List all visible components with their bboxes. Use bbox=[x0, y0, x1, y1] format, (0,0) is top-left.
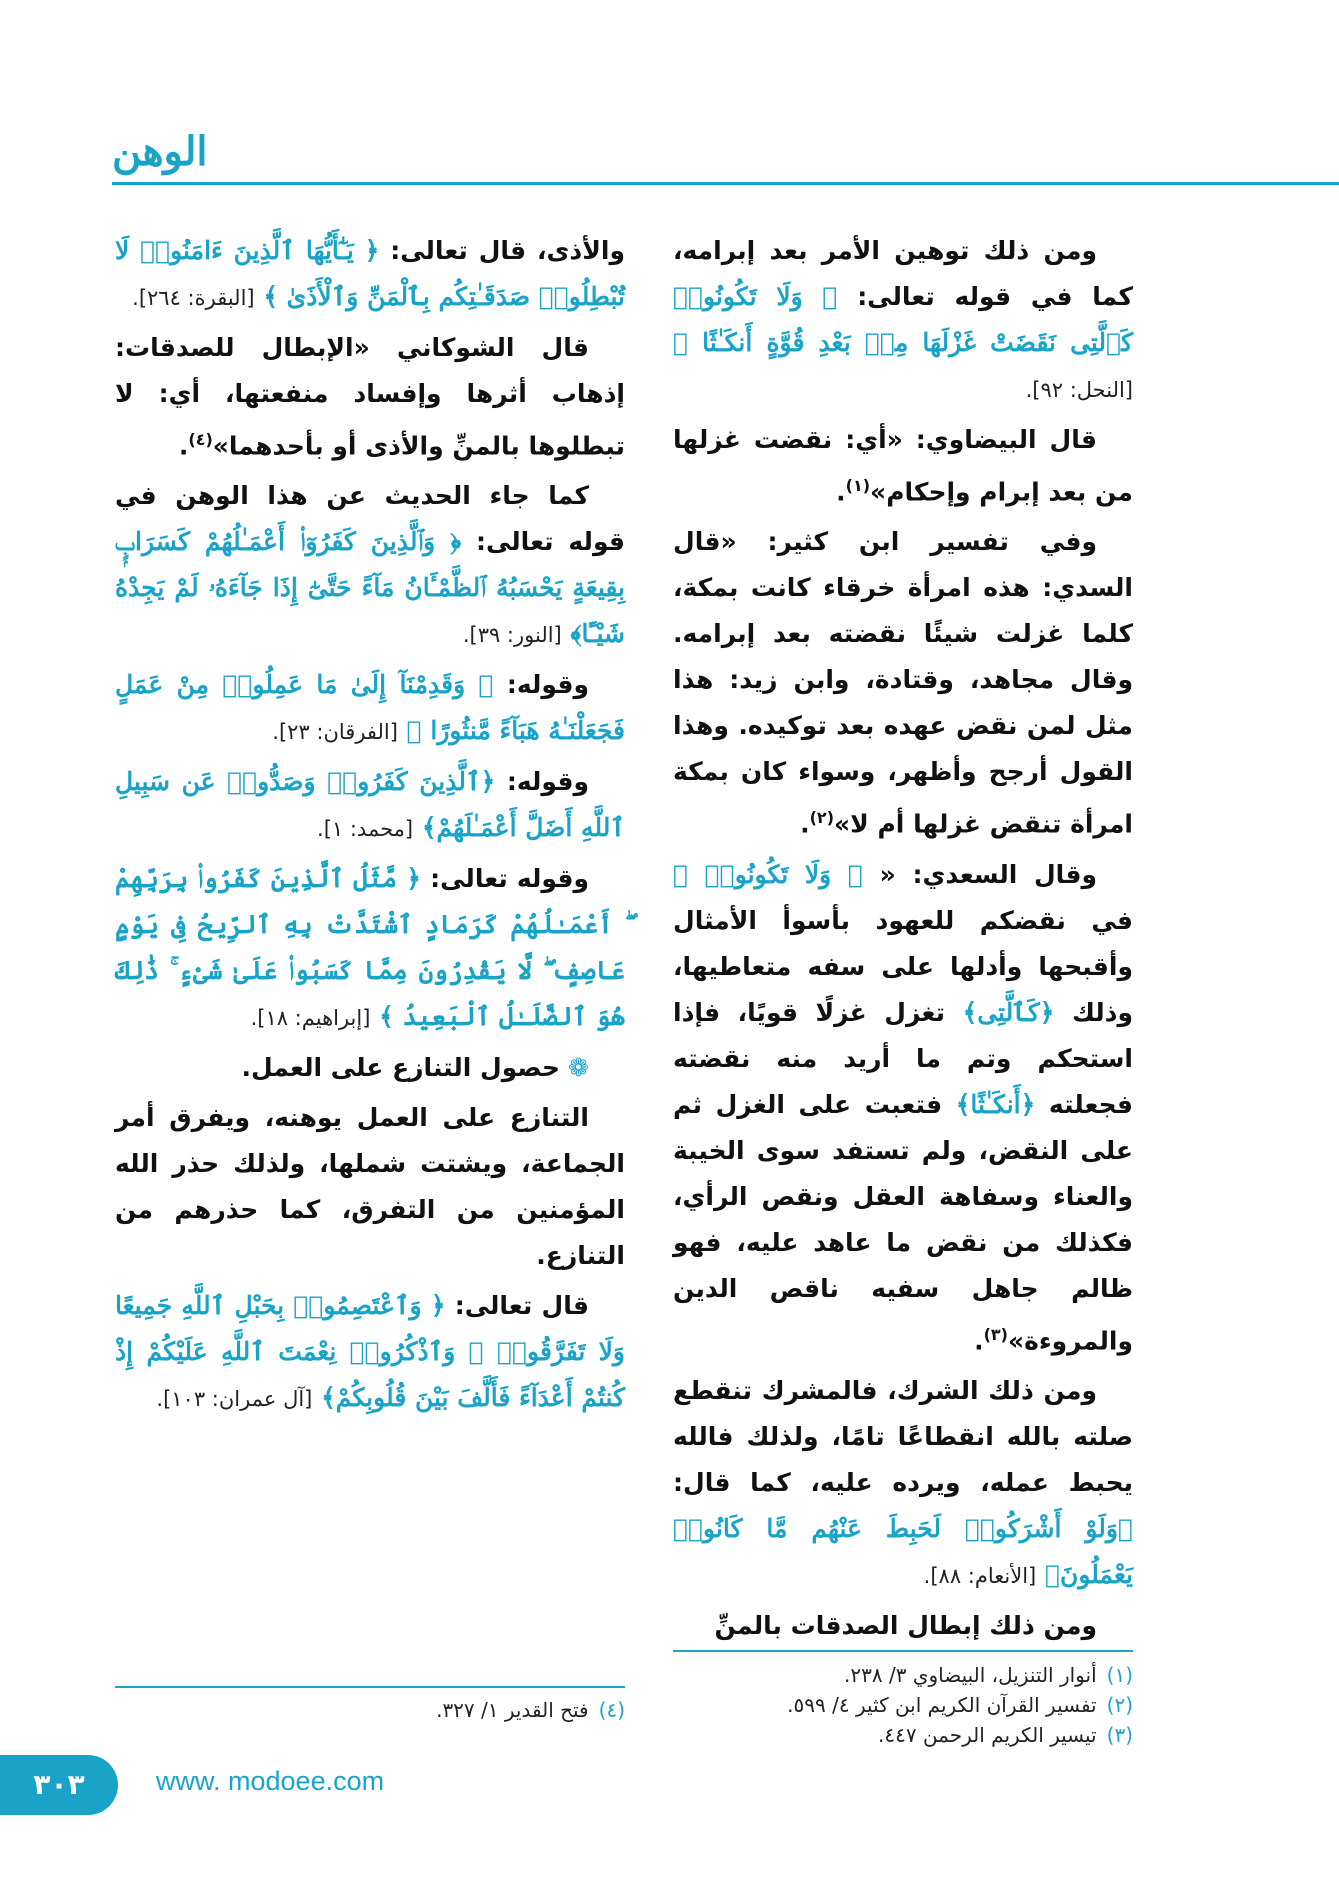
paragraph: وقوله: ﴿ٱلَّذِينَ كَفَرُوا۟ وَصَدُّوا۟ عَن سَبِيلِ ٱللَّهِ أَضَلَّ أَعْمَـٰلَهُمْ﴾ [محمد: ١]. bbox=[115, 767, 625, 843]
paragraph: ومن ذلك توهين الأمر بعد إبرامه، كما في قوله تعالى: ﴿ وَلَا تَكُونُوا۟ كَٱلَّتِى نَقَضَتْ غَزْلَهَا مِنۢ بَعْدِ قُوَّةٍ أَنكَـٰثًا ﴾ [النحل: ٩٢]. bbox=[673, 236, 1133, 402]
header-divider bbox=[112, 182, 1339, 185]
paragraph: وقوله تعالى: ﴿ مَّثَلُ ٱلَّذِينَ كَفَرُوا۟ بِرَبِّهِمْ ۖ أَعْمَـٰلُهُمْ كَرَمَادٍ ٱشْتَدَّتْ بِهِ ٱلرِّيحُ فِى يَوْمٍ عَاصِفٍ ۖ لَّا يَقْدِرُونَ مِمَّا كَسَبُوا۟ عَلَىٰ شَىْءٍ ۚ ذَٰلِكَ هُوَ ٱلضَّلَـٰلُ ٱلْبَعِيدُ ﴾ [إبراهيم: ١٨]. bbox=[115, 864, 625, 1032]
website-link[interactable]: www. modoee.com bbox=[156, 1766, 385, 1796]
footnote-marker[interactable]: (٣) bbox=[983, 1324, 1008, 1344]
page-number: ٣٠٣ bbox=[0, 1755, 118, 1815]
quran-verse: ﴿وَلَوْ أَشْرَكُوا۟ لَحَبِطَ عَنْهُم مَّا كَانُوا۟ يَعْمَلُونَ﴾ bbox=[673, 1513, 1133, 1589]
verse-reference: [الفرقان: ٢٣]. bbox=[272, 720, 398, 745]
verse-reference: [محمد: ١]. bbox=[317, 817, 414, 842]
paragraph: قال تعالى: ﴿ وَٱعْتَصِمُوا۟ بِحَبْلِ ٱللَّهِ جَمِيعًا وَلَا تَفَرَّقُوا۟ ۚ وَٱذْكُرُوا۟ نِعْمَتَ ٱللَّهِ عَلَيْكُمْ إِذْ كُنتُمْ أَعْدَآءً فَأَلَّفَ بَيْنَ قُلُوبِكُمْ﴾ [آل عمران: ١٠٣]. bbox=[115, 1291, 625, 1413]
left-column bbox=[115, 228, 625, 1426]
verse-reference: [الأنعام: ٨٨]. bbox=[923, 1563, 1037, 1588]
verse-reference: [النحل: ٩٢]. bbox=[1025, 378, 1133, 402]
paragraph: والأذى، قال تعالى: ﴿ يَـٰٓأَيُّهَا ٱلَّذِينَ ءَامَنُوا۟ لَا تُبْطِلُوا۟ صَدَقَـٰتِكُم بِٱلْمَنِّ وَٱلْأَذَىٰ ﴾ [البقرة: ٢٦٤]. bbox=[115, 236, 625, 311]
quran-verse: ﴿كَٱلَّتِى﴾ bbox=[962, 997, 1055, 1027]
subheading: ❁حصول التنازع على العمل. bbox=[241, 1053, 589, 1083]
paragraph: وقال السعدي: « ﴿ وَلَا تَكُونُوا۟ ﴾ في نقضكم للعهود بأسوأ الأمثال وأقبحها وأدلها على سفه متعاطيها، وذلك ﴿كَٱلَّتِى﴾ تغزل غزلًا قويًا، فإذا استحكم وتم ما أريد منه نقضته فجعلته ﴿أَنكَـٰثًا﴾ فتعبت على الغزل ثم على النقض، ولم تستفد سوى الخيبة والعناء وسفاهة العقل ونقص الرأي، فكذلك من نقض ما عاهد عليه، فهو ظالم جاهل سفيه ناقص الدين والمروءة»$^{(٣)}$. bbox=[673, 859, 1133, 1355]
paragraph: وفي تفسير ابن كثير: «قال السدي: هذه امرأة خرقاء كانت بمكة، كلما غزلت شيئًا نقضته بعد إبرامه. وقال مجاهد، وقتادة، وابن زيد: هذا مثل لمن نقض عهده بعد توكيده. وهذا القول أرجح وأظهر، وسواء كان بمكة امرأة تنقض غزلها أم لا»$^{(٢)}$. bbox=[673, 527, 1133, 839]
footnotes-left bbox=[115, 1695, 625, 1725]
quran-verse: ﴿ وَلَا تَكُونُوا۟ ﴾ bbox=[673, 859, 863, 889]
footnote-divider bbox=[115, 1686, 625, 1688]
paragraph: ومن ذلك الشرك، فالمشرك تنقطع صلته بالله انقطاعًا تامًا، ولذلك فالله يحبط عمله، ويرده عليه، كما قال: ﴿وَلَوْ أَشْرَكُوا۟ لَحَبِطَ عَنْهُم مَّا كَانُوا۟ يَعْمَلُونَ﴾ [الأنعام: ٨٨]. bbox=[673, 1375, 1133, 1589]
paragraph: التنازع على العمل يوهنه، ويفرق أمر الجماعة، ويشتت شملها، ولذلك حذر الله المؤمنين من التفرق، كما حذرهم من التنازع. bbox=[115, 1103, 625, 1271]
footnotes-right bbox=[673, 1660, 1133, 1750]
paragraph: ومن ذلك إبطال الصدقات بالمنِّ bbox=[714, 1610, 1097, 1640]
quran-verse: ﴿ وَلَا تَكُونُوا۟ كَٱلَّتِى نَقَضَتْ غَزْلَهَا مِنۢ بَعْدِ قُوَّةٍ أَنكَـٰثًا ﴾ bbox=[673, 282, 1133, 357]
verse-reference: [النور: ٣٩]. bbox=[462, 623, 562, 648]
quran-verse: ﴿ وَٱعْتَصِمُوا۟ بِحَبْلِ ٱللَّهِ جَمِيعًا وَلَا تَفَرَّقُوا۟ ۚ وَٱذْكُرُوا۟ نِعْمَتَ ٱللَّهِ عَلَيْكُمْ إِذْ كُنتُمْ أَعْدَآءً فَأَلَّفَ بَيْنَ قُلُوبِكُمْ﴾ bbox=[115, 1291, 625, 1413]
quran-verse: ﴿ مَّثَلُ ٱلَّذِينَ كَفَرُوا۟ بِرَبِّهِمْ ۖ أَعْمَـٰلُهُمْ كَرَمَادٍ ٱشْتَدَّتْ بِهِ ٱلرِّيحُ فِى يَوْمٍ عَاصِفٍ ۖ لَّا يَقْدِرُونَ مِمَّا كَسَبُوا۟ عَلَىٰ شَىْءٍ ۚ ذَٰلِكَ هُوَ ٱلضَّلَـٰلُ ٱلْبَعِيدُ ﴾ bbox=[115, 864, 625, 1032]
quran-verse: ﴿ يَـٰٓأَيُّهَا ٱلَّذِينَ ءَامَنُوا۟ لَا تُبْطِلُوا۟ صَدَقَـٰتِكُم بِٱلْمَنِّ وَٱلْأَذَىٰ ﴾ bbox=[115, 236, 625, 311]
footnote: (١)أنوار التنزيل، البيضاوي ٣/ ٢٣٨. bbox=[844, 1663, 1133, 1687]
paragraph: كما جاء الحديث عن هذا الوهن في قوله تعالى: ﴿ وَٱلَّذِينَ كَفَرُوٓا۟ أَعْمَـٰلُهُمْ كَسَرَابٍۭ بِقِيعَةٍ يَحْسَبُهُ ٱلظَّمْـَٔانُ مَآءً حَتَّىٰٓ إِذَا جَآءَهُۥ لَمْ يَجِدْهُ شَيْـًٔا﴾ [النور: ٣٩]. bbox=[115, 481, 625, 649]
flower-bullet-icon: ❁ bbox=[568, 1053, 589, 1083]
paragraph: قال البيضاوي: «أي: نقضت غزلها من بعد إبرام وإحكام»$^{(١)}$. bbox=[673, 425, 1133, 507]
footnote-divider bbox=[673, 1650, 1133, 1652]
quran-verse: ﴿ وَٱلَّذِينَ كَفَرُوٓا۟ أَعْمَـٰلُهُمْ كَسَرَابٍۭ بِقِيعَةٍ يَحْسَبُهُ ٱلظَّمْـَٔانُ مَآءً حَتَّىٰٓ إِذَا جَآءَهُۥ لَمْ يَجِدْهُ شَيْـًٔا﴾ bbox=[115, 527, 625, 649]
paragraph: قال الشوكاني «الإبطال للصدقات: إذهاب أثرها وإفساد منفعتها، أي: لا تبطلوها بالمنِّ والأذى أو بأحدهما»$^{(٤)}$. bbox=[115, 333, 625, 461]
footnote: (٢)تفسير القرآن الكريم ابن كثير ٤/ ٥٩٩. bbox=[787, 1693, 1133, 1717]
quran-verse: ﴿ٱلَّذِينَ كَفَرُوا۟ وَصَدُّوا۟ عَن سَبِيلِ ٱللَّهِ أَضَلَّ أَعْمَـٰلَهُمْ﴾ bbox=[115, 767, 625, 843]
footnote-marker[interactable]: (١) bbox=[845, 476, 871, 495]
quran-verse: ﴿ وَقَدِمْنَآ إِلَىٰ مَا عَمِلُوا۟ مِنْ عَمَلٍ فَجَعَلْنَـٰهُ هَبَآءً مَّنثُورًا ﴾ bbox=[115, 670, 625, 746]
footnote-marker[interactable]: (٤) bbox=[188, 430, 213, 449]
footnote-marker[interactable]: (٢) bbox=[809, 808, 834, 828]
verse-reference: [البقرة: ٢٦٤]. bbox=[132, 286, 255, 310]
right-column bbox=[673, 228, 1133, 1653]
verse-reference: [إبراهيم: ١٨]. bbox=[250, 1006, 371, 1031]
paragraph: وقوله: ﴿ وَقَدِمْنَآ إِلَىٰ مَا عَمِلُوا۟ مِنْ عَمَلٍ فَجَعَلْنَـٰهُ هَبَآءً مَّنثُورًا ﴾ [الفرقان: ٢٣]. bbox=[115, 670, 625, 746]
verse-reference: [آل عمران: ١٠٣]. bbox=[156, 1387, 313, 1412]
quran-verse: ﴿أَنكَـٰثًا﴾ bbox=[955, 1089, 1036, 1119]
footnote: (٣)تيسير الكريم الرحمن ٤٤٧. bbox=[878, 1723, 1133, 1747]
footnote: (٤)فتح القدير ١/ ٣٢٧. bbox=[436, 1698, 625, 1722]
page-title: الوهن bbox=[112, 128, 208, 175]
